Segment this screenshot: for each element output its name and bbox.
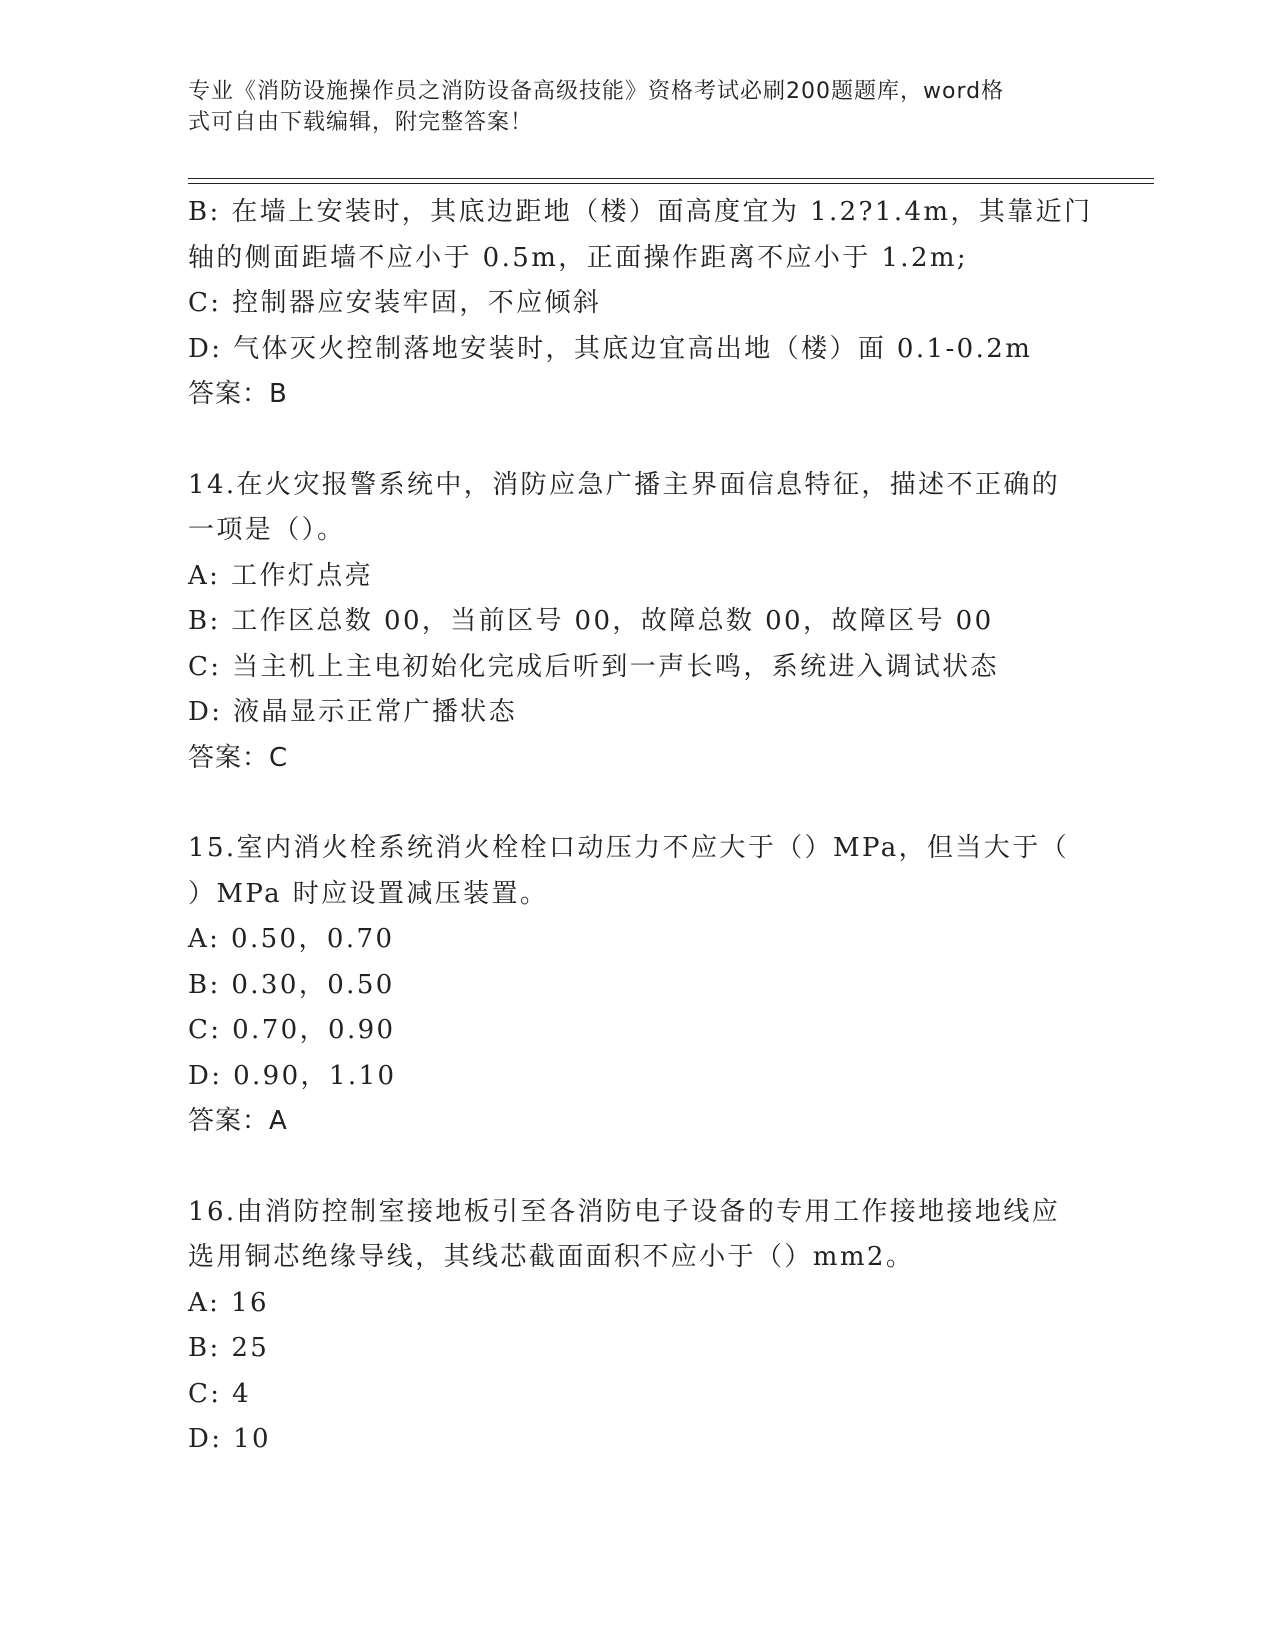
document-body	[188, 190, 1093, 1463]
option-a: A: 0.50，0.70	[188, 924, 395, 954]
question-13-continued	[188, 190, 1093, 418]
header-line-2: 式可自由下载编辑，附完整答案！	[188, 110, 534, 135]
option-a: A: 工作灯点亮	[188, 560, 374, 591]
question-stem-line-1: 15.室内消火栓系统消火栓栓口动压力不应大于（）MPa，但当大于（	[188, 833, 1069, 863]
question-14	[188, 463, 1088, 782]
option-d: D: 液晶显示正常广播状态	[188, 697, 518, 727]
header-divider-bottom	[188, 183, 1154, 184]
spacer	[188, 1145, 1088, 1190]
answer-label: 答案：A	[188, 1106, 288, 1136]
option-c: C: 当主机上主电初始化完成后听到一声长鸣，系统进入调试状态	[188, 651, 999, 682]
answer-label: 答案：B	[188, 379, 288, 409]
question-stem-line-1: 16.由消防控制室接地板引至各消防电子设备的专用工作接地接地线应	[188, 1196, 1061, 1227]
option-d: D: 10	[188, 1424, 271, 1454]
option-c: C: 控制器应安装牢固，不应倾斜	[188, 288, 602, 318]
option-c: C: 0.70，0.90	[188, 1015, 396, 1045]
header-divider-top	[188, 178, 1154, 179]
option-b-line-1: B: 在墙上安装时，其底边距地（楼）面高度宜为 1.2?1.4m，其靠近门	[188, 197, 1093, 227]
question-stem-line-2: 选用铜芯绝缘导线，其线芯截面面积不应小于（）mm2。	[188, 1242, 915, 1272]
option-b: B: 25	[188, 1333, 270, 1363]
question-15	[188, 826, 1088, 1145]
document-header	[188, 76, 1068, 138]
question-stem-line-2: 一项是（）。	[188, 515, 346, 545]
option-d: D: 气体灭火控制落地安装时，其底边宜高出地（楼）面 0.1-0.2m	[188, 333, 1033, 364]
spacer	[188, 418, 1088, 463]
spacer	[188, 781, 1088, 826]
question-16	[188, 1190, 1088, 1463]
option-b: B: 工作区总数 00，当前区号 00，故障总数 00，故障区号 00	[188, 606, 994, 636]
option-b: B: 0.30，0.50	[188, 969, 395, 1000]
question-stem-line-2: ）MPa 时应设置减压装置。	[188, 878, 549, 909]
header-line-1: 专业《消防设施操作员之消防设备高级技能》资格考试必刷200题题库，word格	[188, 79, 1005, 104]
answer-label: 答案：C	[188, 742, 289, 773]
option-a: A: 16	[188, 1287, 269, 1318]
option-c: C: 4	[188, 1378, 252, 1409]
option-d: D: 0.90，1.10	[188, 1060, 397, 1091]
option-b-line-2: 轴的侧面距墙不应小于 0.5m，正面操作距离不应小于 1.2m;	[188, 242, 969, 273]
question-stem-line-1: 14.在火灾报警系统中，消防应急广播主界面信息特征，描述不正确的	[188, 469, 1061, 500]
